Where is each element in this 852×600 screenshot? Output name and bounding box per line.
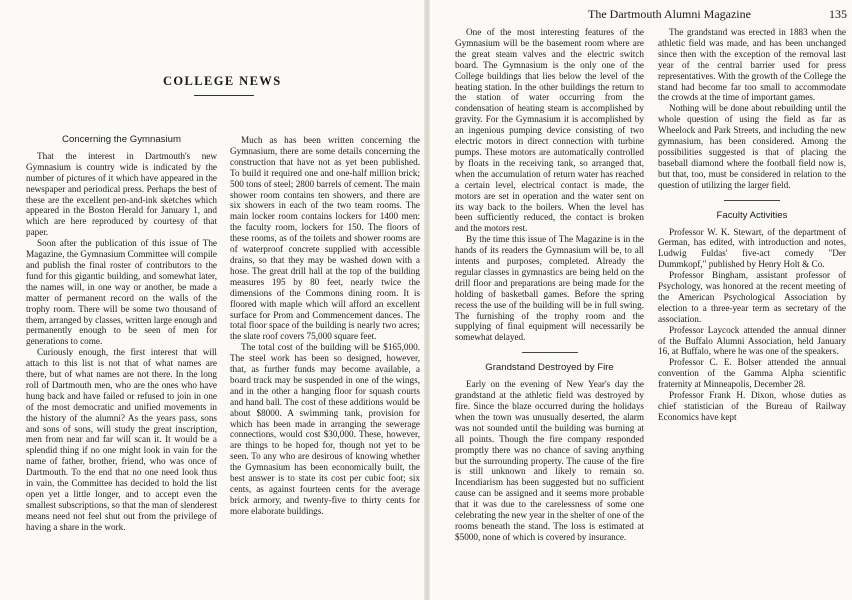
section-divider-2 — [724, 200, 780, 201]
gymnasium-heading: Concerning the Gymnasium — [62, 134, 181, 145]
column-3 — [455, 13, 644, 543]
column-1 — [26, 135, 217, 533]
grandstand-paragraph-2: The grandstand was erected in 1883 when the athletic field was made, and has been unchanged since then with the exception of the removal last year of the central barrier used for press representatives. With the growth of the College the stand had become far too small to accommodate the crowds at the time of important games. — [658, 27, 846, 103]
page-gutter — [424, 0, 430, 600]
grandstand-paragraph-1: Early on the evening of New Year's day the grandstand at the athletic field was destroyed by fire. Since the blaze occurred during the holidays when the town was unusually deserted, the alarm was not sounded until the building was burning at all points. Though the fire company responded promptly there was no chance of saving anything but the surrounding property. The cause of the fire is still unknown and likely to remain so. Incendiarism has been suggested but no sufficient cause can be assigned and it seems more probable that it was due to the carelessness of some one celebrating the new year in the shelter of one of the rooms beneath the stand. The loss is estimated at $5000, none of which is covered by insurance. — [455, 379, 644, 542]
section-divider — [522, 352, 578, 353]
column-2 — [230, 135, 420, 517]
faculty-paragraph-2: Professor Bingham, assistant professor of Psychology, was honored at the recent meeting of the American Psychological Association by election to a three-year term as secretary of the association. — [658, 270, 846, 324]
section-title-text: COLLEGE NEWS — [163, 74, 282, 88]
section-title-rule — [194, 95, 254, 96]
section-title — [26, 72, 420, 96]
column-4 — [658, 13, 846, 423]
grandstand-heading: Grandstand Destroyed by Fire — [485, 362, 614, 374]
gymnasium-paragraph-1: That the interest in Dartmouth's new Gymnasium is country wide is indicated by the number of pictures of it which have appeared in the newspaper and periodical press. Perhaps the best of these are the excellent pen-and-ink sketches which appeared in the Boston Herald for January 1, and which are here reproduced by courtesy of that paper. — [26, 150, 217, 238]
gymnasium-paragraph-7: By the time this issue of The Magazine is in the hands of its readers the Gymnasium will be, to all intents and purposes, completed. Already the regular classes in gymnastics are being held on the drill floor and preparations are being made for the holding of basketball games. Before the spring recess the use of the building will be in full swing. The furnishing of the trophy room and the supplying of final equipment will necessarily be somewhat delayed. — [455, 234, 644, 343]
faculty-paragraph-4: Professor C. E. Bolser attended the annual convention of the Gamma Alpha scientific fraternity at Minneapolis, December 28. — [658, 357, 846, 390]
gymnasium-paragraph-2: Soon after the publication of this issue of The Magazine, the Gymnasium Committee will compile and publish the final roster of contributors to the fund for this gigantic building, and somewhat later, the names will, in one way or another, be made a matter of permanent record on the walls of the trophy room. There will be some two thousand of them, arranged by classes, written large enough and permanently enough to be seen of men for generations to come. — [26, 238, 217, 347]
running-head-title: The Dartmouth Alumni Magazine — [588, 7, 751, 21]
faculty-paragraph-1: Professor W. K. Stewart, of the department of German, has edited, with introduction and notes, Ludwig Fuldas' five-act comedy "Der Dummkopf," published by Henry Holt & Co. — [658, 226, 846, 270]
faculty-paragraph-5: Professor Frank H. Dixon, whose duties as chief statistician of the Bureau of Railway Economics have kept — [658, 390, 846, 422]
gymnasium-paragraph-3: Curiously enough, the first interest that will attach to this list is not that of what names are there, but of what names are not there. In the long roll of Dartmouth men, who are the ones who have hung back and have failed or refused to join in one of the most democratic and unified movements in the history of the alumni? As the years pass, sons and sons of sons, will study the great inscription, men from near and far will scan it. It would be a splendid thing if no one might look in vain for the name of father, brother, friend, who was once of Dartmouth. To the end that no one need look thus in vain, the Committee has decided to hold the list open yet a little longer, and to accept even the smallest subscriptions, so that the man of slenderest means need not feel shut out from the privilege of having a share in the work. — [26, 347, 217, 532]
gymnasium-paragraph-5: The total cost of the building will be $165,000. The steel work has been so designed, however, that, as further funds may become available, a board track may be suspended in one of the wings, and in the other a hanging floor for squash courts and hand ball. The cost of these additions would be about $8000. A swimming tank, provision for which has been made in arranging the sewerage connections, would cost $30,000. These, however, are things to be hoped for, though not yet to be seen. To any who are desirous of knowing whether the Gymnasium has been economically built, the best answer is to state its cost per cubic foot; six cents, as against fourteen cents for the average brick armory, and twenty-five to thirty cents for more elaborate buildings. — [230, 342, 420, 516]
page-number: 135 — [829, 7, 847, 21]
faculty-heading: Faculty Activities — [716, 209, 788, 221]
gymnasium-paragraph-4: Much as has been written concerning the Gymnasium, there are some details concerning the construction that have not as yet been published. To build it required one and one-half million brick; 500 tons of steel; 2800 barrels of cement. The main shower room contains ten showers, and there are six showers in each of the two team rooms. The main locker room contains lockers for 1400 men: the faculty room, lockers for 150. The floors of these rooms, as of the toilets and shower rooms are of waterproof concrete supplied with accessible drains, so that they may be washed down with a hose. The great drill hall at the top of the building measures 195 by 80 feet, nearly twice the dimensions of the Commons dining room. It is floored with maple which will afford an excellent surface for Prom and Commencement dances. The total floor space of the building is nearly two acres; the slate roof covers 75,000 square feet. — [230, 135, 420, 342]
grandstand-paragraph-3: Nothing will be done about rebuilding until the whole question of using the field as far as Wheelock and Park Streets, and including the new gymnasium, has been considered. Among the possibilities suggested is that of placing the baseball diamond where the football field now is, but that, too, must be considered in relation to the question of utilizing the larger field. — [658, 103, 846, 190]
faculty-paragraph-3: Professor Laycock attended the annual dinner of the Buffalo Alumni Association, held January 16, at Buffalo, where he was one of the speakers. — [658, 324, 846, 357]
gymnasium-paragraph-6: One of the most interesting features of the Gymnasium will be the basement room where are the great steam valves and the electric switch board. The Gymnasium is the only one of the College buildings that lies below the level of the heating station. In the other buildings the return to the station of water occurring from the condensation of heating steam is accomplished by gravity. For the Gymnasium it is accomplished by an ingenious pumping device consisting of two electric motors in direct connection with turbine pumps. These motors are automatically controlled by floats in the receiving tank, so arranged that, when the accumulation of return water has reached a certain level, electrical contact is made, the motors are set in operation and the water sent on its way back to the boilers. When the level has been sufficiently reduced, the contact is broken and the motors rest. — [455, 27, 644, 234]
